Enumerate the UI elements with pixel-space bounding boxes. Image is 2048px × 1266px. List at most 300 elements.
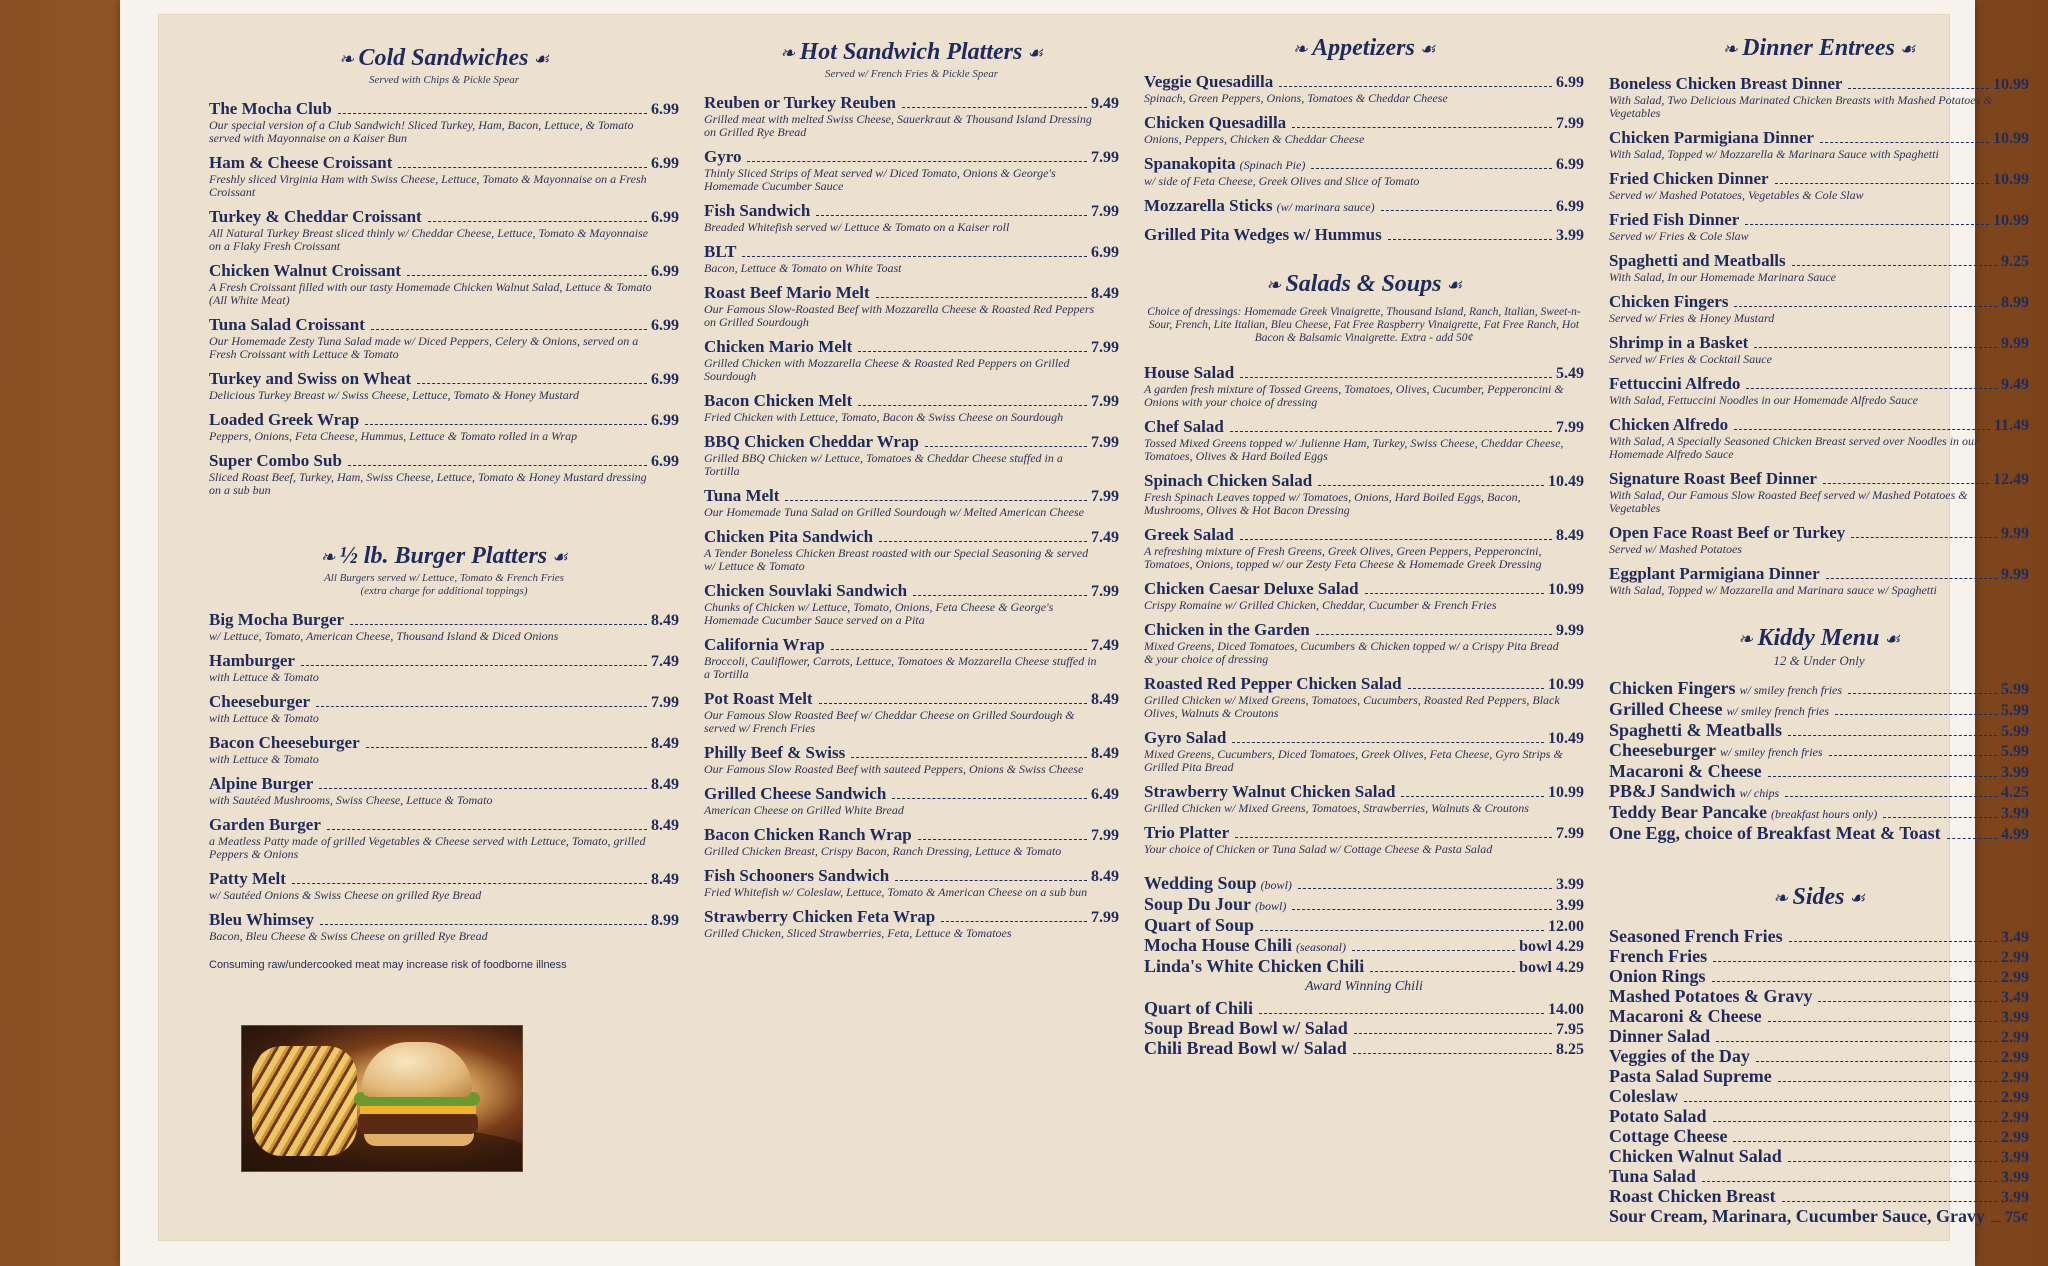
menu-item-description: Grilled Chicken w/ Mixed Greens, Tomatoes, Cucumbers, Roasted Red Peppers, Black Olives, Walnuts & Croutons <box>1144 693 1560 720</box>
leader-dots <box>301 665 647 666</box>
menu-item-name: Ham & Cheese Croissant <box>209 153 393 172</box>
menu-item-line <box>209 207 679 227</box>
scroll-ornament-icon: ❧ <box>1772 888 1793 908</box>
leader-dots <box>338 113 647 114</box>
leader-dots <box>1754 347 1997 348</box>
menu-item-line <box>1609 700 2029 721</box>
menu-item-line <box>1144 196 1584 217</box>
menu-item-line <box>1609 128 2029 148</box>
menu-item-line <box>1609 782 2029 803</box>
column-3 <box>1144 35 1584 1059</box>
menu-item-name: Chicken Souvlaki Sandwich <box>704 581 908 600</box>
leader-dots <box>1788 735 1997 736</box>
salads-soups-heading <box>1144 271 1584 298</box>
menu-item <box>1609 564 2029 597</box>
menu-item-note: (bowl) <box>1255 899 1287 913</box>
menu-item-line <box>704 391 1119 411</box>
menu-item <box>1609 1127 2029 1147</box>
menu-item-price: 12.49 <box>1993 471 2029 488</box>
menu-item-name: Dinner Salad <box>1609 1026 1711 1046</box>
menu-item-description: With Salad, In our Homemade Marinara Sauce <box>1609 270 1836 284</box>
menu-item-line <box>1144 823 1584 843</box>
menu-item-name: Trio Platter <box>1144 823 1230 842</box>
menu-item-price: 6.99 <box>1556 198 1584 215</box>
menu-item-price: bowl 4.29 <box>1519 938 1584 955</box>
menu-item-name: Sour Cream, Marinara, Cucumber Sauce, Gravy <box>1609 1206 1985 1226</box>
cold-sandwiches-heading <box>209 45 679 72</box>
menu-item-description: Crispy Romaine w/ Grilled Chicken, Cheddar, Cucumber & French Fries <box>1144 598 1497 612</box>
menu-item-line <box>1609 1107 2029 1127</box>
menu-item-line <box>1609 564 2029 584</box>
menu-item-line <box>209 369 679 389</box>
menu-item-line <box>1144 154 1584 175</box>
menu-item-description: Delicious Turkey Breast w/ Swiss Cheese, Lettuce, Tomato & Honey Mustard <box>209 388 579 402</box>
menu-item <box>704 784 1119 817</box>
menu-item-price: 7.99 <box>1091 488 1119 505</box>
menu-item-line <box>1609 927 2029 947</box>
menu-item <box>704 147 1119 193</box>
menu-item-price: 2.99 <box>2001 949 2029 966</box>
menu-item-description: Mixed Greens, Cucumbers, Diced Tomatoes, Greek Olives, Feta Cheese, Gyro Strips & Grilled Pita Bread <box>1144 747 1563 774</box>
menu-item <box>1609 1067 2029 1087</box>
menu-item <box>704 242 1119 275</box>
menu-item-name: Fish Schooners Sandwich <box>704 866 890 885</box>
menu-item <box>209 315 679 361</box>
menu-item-name: Roast Beef Mario Melt <box>704 283 870 302</box>
leader-dots <box>785 500 1087 501</box>
menu-item-name: One Egg, choice of Breakfast Meat & Toast <box>1609 823 1941 843</box>
menu-item <box>1609 824 2029 844</box>
scroll-ornament-icon: ☙ <box>1894 39 1916 59</box>
leader-dots <box>320 924 647 925</box>
menu-item-name: Reuben or Turkey Reuben <box>704 93 896 112</box>
menu-item-name: French Fries <box>1609 946 1708 966</box>
menu-item-name: Strawberry Walnut Chicken Salad <box>1144 782 1396 801</box>
scroll-ornament-icon: ☙ <box>547 547 568 567</box>
menu-item <box>1144 417 1584 463</box>
leader-dots <box>1684 1101 1997 1102</box>
menu-item-line <box>1609 1027 2029 1047</box>
menu-item-name: Spinach Chicken Salad <box>1144 471 1313 490</box>
menu-item-price: 8.49 <box>1091 691 1119 708</box>
menu-item-price: 3.99 <box>2001 805 2029 822</box>
menu-item <box>1144 72 1584 105</box>
menu-item-price: 10.99 <box>1548 581 1584 598</box>
menu-item-line <box>1609 374 2029 394</box>
hot-sandwich-heading <box>704 39 1119 66</box>
dinner-entrees-heading <box>1609 35 2029 62</box>
menu-item-price: 11.49 <box>1993 417 2029 434</box>
menu-item-name: Big Mocha Burger <box>209 610 345 629</box>
menu-item-description: Grilled Chicken, Sliced Strawberries, Feta, Lettuce & Tomatoes <box>704 926 1012 940</box>
menu-item-line <box>1609 74 2029 94</box>
menu-item-price: 5.99 <box>2001 702 2029 719</box>
menu-item-note: w/ chips <box>1739 786 1780 800</box>
menu-item <box>1144 823 1584 856</box>
menu-item <box>1609 1047 2029 1067</box>
menu-item-line <box>209 153 679 173</box>
menu-item-line <box>704 201 1119 221</box>
menu-item <box>704 866 1119 899</box>
menu-item-description: with Lettuce & Tomato <box>209 670 319 684</box>
menu-item <box>1144 674 1584 720</box>
menu-item-line <box>1144 225 1584 245</box>
menu-item-line <box>704 242 1119 262</box>
leader-dots <box>747 161 1087 162</box>
leader-dots <box>1778 1081 1997 1082</box>
leader-dots <box>428 221 647 222</box>
leader-dots <box>1826 578 1997 579</box>
menu-item-price: 10.99 <box>1993 171 2029 188</box>
menu-item <box>1609 782 2029 803</box>
leader-dots <box>417 383 647 384</box>
menu-item-name: Onion Rings <box>1609 966 1706 986</box>
menu-item-description: Freshly sliced Virginia Ham with Swiss Cheese, Lettuce, Tomato & Mayonnaise on a Fresh Croissant <box>209 172 647 199</box>
menu-item-price: 7.99 <box>1091 149 1119 166</box>
menu-item <box>209 815 679 861</box>
leader-dots <box>1851 537 1997 538</box>
menu-item-name: Mocha House Chili <box>1144 935 1293 955</box>
menu-item-description: With Salad, A Specially Seasoned Chicken Breast served over Noodles in our Homemade Alfredo Sauce <box>1609 434 1979 461</box>
menu-item-name: Fish Sandwich <box>704 201 811 220</box>
menu-item <box>1144 113 1584 146</box>
menu-item <box>209 774 679 807</box>
menu-item-name: Turkey & Cheddar Croissant <box>209 207 422 226</box>
menu-item <box>1609 415 2029 461</box>
menu-item-price: 10.49 <box>1548 730 1584 747</box>
menu-item-line <box>1609 762 2029 782</box>
leader-dots <box>292 883 647 884</box>
leader-dots <box>1947 838 1997 839</box>
menu-item-price: 6.99 <box>1556 156 1584 173</box>
menu-item-description: Grilled Chicken Breast, Crispy Bacon, Ranch Dressing, Lettuce & Tomato <box>704 844 1062 858</box>
menu-item-price: 8.99 <box>651 912 679 929</box>
leader-dots <box>1702 1181 1997 1182</box>
menu-item-price: 6.99 <box>651 371 679 388</box>
menu-item-price: 8.49 <box>651 612 679 629</box>
menu-item <box>1609 169 2029 202</box>
menu-item-line <box>1144 874 1584 895</box>
menu-item <box>1144 196 1584 217</box>
leader-dots <box>327 829 647 830</box>
menu-item <box>1609 210 2029 243</box>
menu-item <box>1609 927 2029 947</box>
menu-item-price: 2.99 <box>2001 1089 2029 1106</box>
menu-item-description: Spinach, Green Peppers, Onions, Tomatoes & Cheddar Cheese <box>1144 91 1448 105</box>
menu-item <box>1609 1027 2029 1047</box>
menu-item-price: 8.99 <box>2001 294 2029 311</box>
menu-sheet <box>158 14 2029 1241</box>
menu-paper <box>120 0 2029 1266</box>
menu-item-name: Open Face Roast Beef or Turkey <box>1609 523 1846 542</box>
chili-note: Award Winning Chili <box>1305 979 1423 994</box>
menu-item-name: House Salad <box>1144 363 1235 382</box>
menu-item-name: Veggie Quesadilla <box>1144 72 1274 91</box>
menu-item <box>1144 999 1584 1019</box>
menu-item <box>1144 225 1584 245</box>
menu-item-description: Chunks of Chicken w/ Lettuce, Tomato, Onions, Feta Cheese & George's Homemade Cucumber Sauce served on a Pita <box>704 600 1054 627</box>
menu-item-price: 9.25 <box>2001 253 2029 270</box>
menu-item <box>1609 1167 2029 1187</box>
menu-item-price: 8.49 <box>1091 868 1119 885</box>
dinner-entrees-title: Dinner Entrees <box>1742 35 1895 61</box>
leader-dots <box>1792 265 1997 266</box>
menu-item-price: 7.49 <box>1091 637 1119 654</box>
menu-item-name: Chicken in the Garden <box>1144 620 1310 639</box>
menu-item-name: Fried Chicken Dinner <box>1609 169 1769 188</box>
menu-item-line <box>704 635 1119 655</box>
menu-item-name: Roast Chicken Breast <box>1609 1186 1776 1206</box>
leader-dots <box>892 798 1087 799</box>
menu-item-name: Tuna Salad Croissant <box>209 315 365 334</box>
scroll-ornament-icon: ❧ <box>1737 629 1758 649</box>
menu-item-line <box>1144 72 1584 92</box>
menu-item-price: 6.99 <box>651 101 679 118</box>
menu-item-line <box>209 99 679 119</box>
menu-item-name: Mozzarella Sticks <box>1144 196 1273 215</box>
leader-dots <box>1768 776 1997 777</box>
menu-item-description: Our Famous Slow Roasted Beef with sauteed Peppers, Onions & Swiss Cheese <box>704 762 1084 776</box>
leader-dots <box>902 107 1087 108</box>
menu-item-note: w/ smiley french fries <box>1726 704 1830 718</box>
menu-item-name: Chicken Fingers <box>1609 678 1736 698</box>
menu-item-price: 3.99 <box>1556 227 1584 244</box>
menu-item-line <box>1609 967 2029 987</box>
menu-item-price: 2.99 <box>2001 1049 2029 1066</box>
menu-item-note: w/ smiley french fries <box>1719 745 1823 759</box>
menu-item-line <box>1609 803 2029 824</box>
menu-item-price: 7.99 <box>1091 583 1119 600</box>
leader-dots <box>1232 742 1544 743</box>
leader-dots <box>831 649 1087 650</box>
burger-fries-photo <box>241 1025 523 1172</box>
menu-item-note: (w/ marinara sauce) <box>1276 200 1375 214</box>
menu-item-note: w/ smiley french fries <box>1739 683 1843 697</box>
salads-soups-title: Salads & Soups <box>1285 271 1442 297</box>
menu-item-description: Our Famous Slow-Roasted Beef with Mozzarella Cheese & Roasted Red Peppers on Grilled Sourdough <box>704 302 1095 329</box>
leader-dots <box>1823 483 1989 484</box>
menu-item-description: Bacon, Bleu Cheese & Swiss Cheese on grilled Rye Bread <box>209 929 488 943</box>
menu-item-price: 5.49 <box>1556 365 1584 382</box>
scroll-ornament-icon: ☙ <box>1844 888 1866 908</box>
menu-item <box>1609 1147 2029 1167</box>
menu-item <box>1609 374 2029 407</box>
menu-item <box>1609 469 2029 515</box>
menu-item <box>209 651 679 684</box>
menu-item-note: (breakfast hours only) <box>1771 807 1878 821</box>
menu-item-name: California Wrap <box>704 635 825 654</box>
soups-list-2 <box>1144 999 1584 1059</box>
scroll-ornament-icon: ❧ <box>780 43 800 63</box>
menu-item-line <box>1609 1167 2029 1187</box>
menu-item-price: 3.99 <box>2001 1149 2029 1166</box>
menu-item-price: 8.49 <box>651 817 679 834</box>
appetizers-heading <box>1144 35 1584 62</box>
menu-item-description: Your choice of Chicken or Tuna Salad w/ Cottage Cheese & Pasta Salad <box>1144 842 1493 856</box>
menu-item-description: with Lettuce & Tomato <box>209 752 319 766</box>
leader-dots <box>1991 1221 2001 1222</box>
menu-item-price: 8.49 <box>651 735 679 752</box>
menu-item-line <box>1144 957 1584 977</box>
menu-item-name: Grilled Cheese Sandwich <box>704 784 887 803</box>
menu-item <box>209 153 679 199</box>
leader-dots <box>365 424 647 425</box>
menu-item-description: American Cheese on Grilled White Bread <box>704 803 904 817</box>
menu-item-name: Philly Beef & Swiss <box>704 743 846 762</box>
menu-item-description: Served w/ Fries & Cocktail Sauce <box>1609 352 1772 366</box>
menu-item-line <box>1144 579 1584 599</box>
menu-item-line <box>1609 824 2029 844</box>
menu-item <box>1609 762 2029 782</box>
menu-item-line <box>1144 417 1584 437</box>
menu-item-price: 7.49 <box>651 653 679 670</box>
menu-item-line <box>209 692 679 712</box>
leader-dots <box>941 921 1087 922</box>
leader-dots <box>1734 429 1990 430</box>
menu-item-description: With Salad, Topped w/ Mozzarella and Marinara sauce w/ Spaghetti <box>1609 583 1937 597</box>
menu-item-name: Linda's White Chicken Chili <box>1144 956 1365 976</box>
menu-item-description: Breaded Whitefish served w/ Lettuce & Tomato on a Kaiser roll <box>704 220 1010 234</box>
menu-item <box>1609 700 2029 721</box>
menu-item-name: Super Combo Sub <box>209 451 342 470</box>
menu-item-note: (seasonal) <box>1296 940 1347 954</box>
leader-dots <box>819 703 1087 704</box>
menu-item-description: A Tender Boneless Chicken Breast roasted with our Special Seasoning & served w/ Lettuce & Tomato <box>704 546 1089 573</box>
leader-dots <box>1820 142 1989 143</box>
menu-item-line <box>1609 987 2029 1007</box>
menu-item <box>209 733 679 766</box>
menu-item-description: Grilled Chicken with Mozzarella Cheese & Roasted Red Peppers on Grilled Sourdough <box>704 356 1070 383</box>
menu-item-price: 9.99 <box>2001 566 2029 583</box>
menu-item <box>1144 363 1584 409</box>
leader-dots <box>1240 539 1552 540</box>
menu-item-description: Tossed Mixed Greens topped w/ Julienne Ham, Turkey, Swiss Cheese, Cheddar Cheese, Tomatoes, Olives & Hard Boiled Eggs <box>1144 436 1564 463</box>
menu-item-description: With Salad, Our Famous Slow Roasted Beef served w/ Mashed Potatoes & Vegetables <box>1609 488 1968 515</box>
menu-item-description: with Lettuce & Tomato <box>209 711 319 725</box>
menu-item-line <box>1609 679 2029 700</box>
menu-item-name: Fettuccini Alfredo <box>1609 374 1741 393</box>
menu-item-name: Chicken Parmigiana Dinner <box>1609 128 1814 147</box>
menu-item-name: Coleslaw <box>1609 1086 1678 1106</box>
leader-dots <box>1353 1053 1552 1054</box>
menu-item-price: 6.49 <box>1091 786 1119 803</box>
leader-dots <box>1746 388 1997 389</box>
menu-item-name: Chicken Walnut Croissant <box>209 261 402 280</box>
menu-item-price: 9.99 <box>2001 335 2029 352</box>
menu-item-line <box>1609 741 2029 762</box>
menu-item-description: Onions, Peppers, Chicken & Cheddar Cheese <box>1144 132 1365 146</box>
leader-dots <box>1260 930 1544 931</box>
menu-item-name: Chicken Quesadilla <box>1144 113 1287 132</box>
leader-dots <box>1768 1021 1997 1022</box>
menu-item-line <box>1144 525 1584 545</box>
menu-item-line <box>1609 1187 2029 1207</box>
menu-item-line <box>1144 728 1584 748</box>
menu-item-price: 2.99 <box>2001 969 2029 986</box>
menu-item-price: 3.99 <box>2001 764 2029 781</box>
menu-item-price: 2.99 <box>2001 1029 2029 1046</box>
leader-dots <box>1818 1001 1997 1002</box>
menu-item-name: Mashed Potatoes & Gravy <box>1609 986 1813 1006</box>
menu-item-name: Loaded Greek Wrap <box>209 410 360 429</box>
menu-item <box>704 93 1119 139</box>
menu-item-description: w/ side of Feta Cheese, Greek Olives and Slice of Tomato <box>1144 174 1420 188</box>
menu-item <box>1609 987 2029 1007</box>
leader-dots <box>366 747 647 748</box>
menu-item-price: 14.00 <box>1548 1001 1584 1018</box>
menu-item-price: 9.49 <box>2001 376 2029 393</box>
menu-item-line <box>704 784 1119 804</box>
cold-sandwiches-list <box>209 99 679 497</box>
hot-sandwich-list <box>704 93 1119 940</box>
menu-item <box>704 283 1119 329</box>
menu-item <box>704 635 1119 681</box>
leader-dots <box>1352 950 1515 951</box>
menu-item-price: 5.99 <box>2001 743 2029 760</box>
appetizers-list <box>1144 72 1584 245</box>
menu-item <box>1609 1007 2029 1027</box>
menu-item-price: 5.99 <box>2001 681 2029 698</box>
menu-item <box>1609 1087 2029 1107</box>
leader-dots <box>350 624 647 625</box>
menu-item <box>1609 128 2029 161</box>
menu-item-price: 6.99 <box>651 263 679 280</box>
leader-dots <box>895 880 1087 881</box>
menu-item-name: Cheeseburger <box>1609 740 1716 760</box>
menu-item-price: 10.99 <box>1993 212 2029 229</box>
menu-item <box>209 869 679 902</box>
burger-platters-title: ½ lb. Burger Platters <box>339 543 548 569</box>
menu-item-price: 12.00 <box>1548 918 1584 935</box>
menu-item <box>1144 471 1584 517</box>
menu-item-price: 7.49 <box>1091 529 1119 546</box>
leader-dots <box>851 757 1087 758</box>
menu-item-price: 10.99 <box>1548 676 1584 693</box>
menu-item-name: Strawberry Chicken Feta Wrap <box>704 907 936 926</box>
menu-item-price: 3.99 <box>2001 1169 2029 1186</box>
menu-item-name: Chicken Caesar Deluxe Salad <box>1144 579 1359 598</box>
menu-item-line <box>209 815 679 835</box>
menu-item <box>1144 620 1584 666</box>
menu-item-name: Gyro Salad <box>1144 728 1227 747</box>
soups-list <box>1144 874 1584 977</box>
menu-item-price: 3.99 <box>2001 1009 2029 1026</box>
menu-item <box>1144 874 1584 895</box>
menu-item-name: Teddy Bear Pancake <box>1609 802 1768 822</box>
menu-item-price: 3.99 <box>1556 897 1584 914</box>
menu-item-name: Turkey and Swiss on Wheat <box>209 369 412 388</box>
menu-item-name: Soup Bread Bowl w/ Salad <box>1144 1018 1348 1038</box>
menu-item-line <box>209 315 679 335</box>
menu-item <box>1609 679 2029 700</box>
menu-item-description: Served w/ Mashed Potatoes, Vegetables & Cole Slaw <box>1609 188 1864 202</box>
menu-item-line <box>209 910 679 930</box>
menu-item-description: Our Homemade Tuna Salad on Grilled Sourdough w/ Melted American Cheese <box>704 505 1084 519</box>
menu-item-price: 10.49 <box>1548 473 1584 490</box>
menu-item <box>1144 579 1584 612</box>
leader-dots <box>348 465 647 466</box>
menu-item-price: 2.99 <box>2001 1129 2029 1146</box>
menu-item-price: 10.99 <box>1993 76 2029 93</box>
menu-item-line <box>1609 292 2029 312</box>
menu-item-line <box>1144 916 1584 936</box>
menu-item <box>704 337 1119 383</box>
menu-item-price: 7.99 <box>1091 203 1119 220</box>
menu-item-price: 4.25 <box>2001 784 2029 801</box>
menu-item-name: BLT <box>704 242 737 261</box>
menu-item-price: 6.99 <box>1091 244 1119 261</box>
scroll-ornament-icon: ☙ <box>1441 275 1463 295</box>
